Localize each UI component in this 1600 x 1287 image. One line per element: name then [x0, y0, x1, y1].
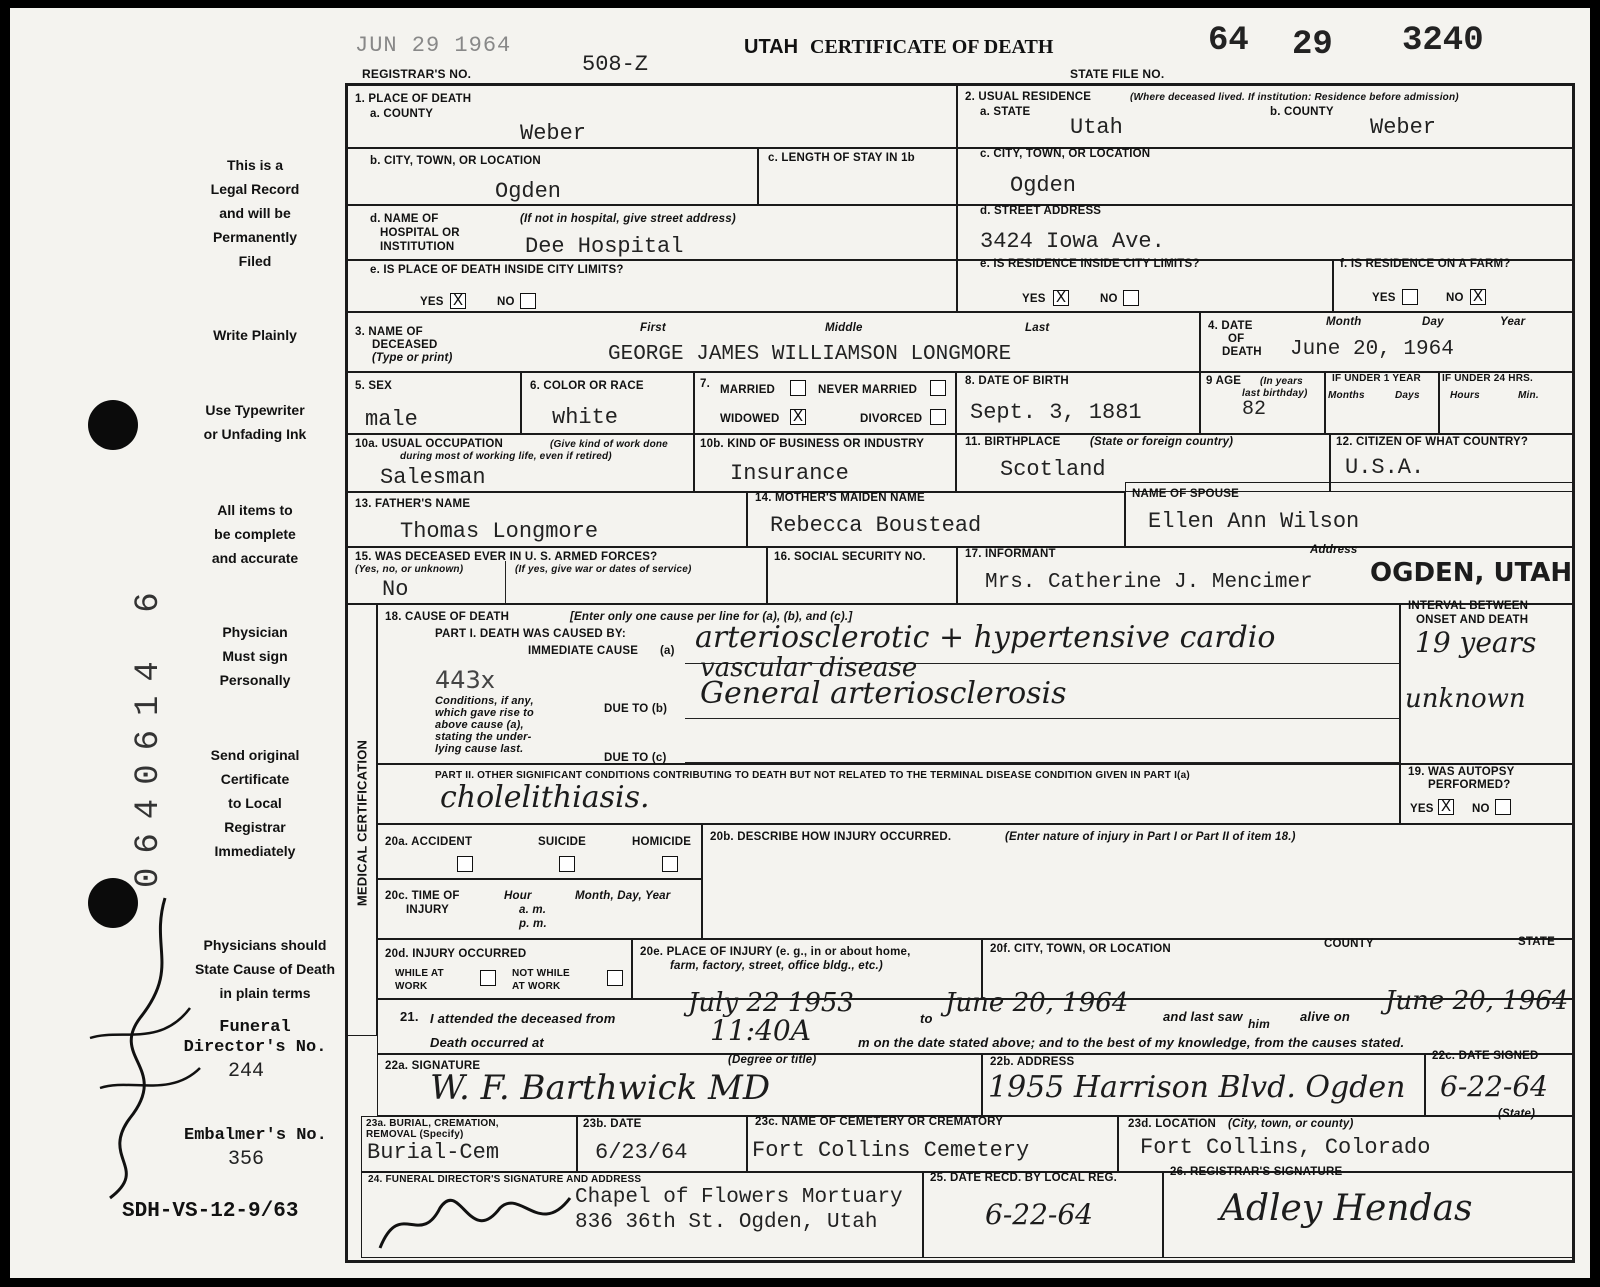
f9-min: Min. [1518, 390, 1539, 401]
f8-value: Sept. 3, 1881 [970, 400, 1142, 425]
f2-state-label: a. STATE [980, 106, 1031, 118]
f23-d-state: (State) [1498, 1108, 1536, 1120]
f2-city: Ogden [1010, 173, 1077, 198]
f1-hospital-label-b: HOSPITAL OR [380, 227, 460, 239]
f2-farm-no-checkbox[interactable]: X [1470, 289, 1486, 305]
state-file-a: 64 [1208, 22, 1249, 60]
title-prefix: UTAH [744, 36, 799, 58]
f2-limits-no: NO [1100, 293, 1118, 305]
f2-street-label: d. STREET ADDRESS [980, 205, 1102, 217]
f4-year: Year [1500, 316, 1526, 328]
sidebar-funeral-label: Funeral Director's No. [183, 1018, 327, 1057]
f18-immediate: IMMEDIATE CAUSE [528, 645, 639, 657]
f18-int-b: unknown [1405, 684, 1526, 714]
f18-interval-a: INTERVAL BETWEEN [1408, 600, 1529, 612]
funeral-director-no: 244 [228, 1060, 265, 1083]
f18-int-a: 19 years [1415, 626, 1537, 659]
sidebar-items: All items to be complete and accurate [211, 502, 299, 566]
f9-days: Days [1395, 390, 1420, 401]
f23-d-label: 23d. LOCATION [1128, 1118, 1217, 1130]
f1-city: Ogden [495, 179, 562, 204]
f21-occurred: Death occurred at [430, 1035, 544, 1050]
f20-pm: p. m. [519, 918, 547, 930]
f21-time: 11:40A [710, 1014, 811, 1047]
f7-num: 7. [700, 378, 710, 390]
f20-county: COUNTY [1324, 938, 1374, 950]
f18-part2: PART II. OTHER SIGNIFICANT CONDITIONS CONTRIBUTING TO DEATH BUT NOT RELATED TO THE TERMINAL DISEASE CONDITION GIVEN IN PART I(a) [435, 770, 1190, 781]
physician-signature: W. F. Barthwick MD [430, 1068, 771, 1108]
f21-last-seen: and last saw [1163, 1009, 1243, 1024]
f22-sig-label: 22a. SIGNATURE [385, 1060, 481, 1072]
f20-while: WHILE AT [395, 968, 444, 979]
f14-label: 14. MOTHER'S MAIDEN NAME [755, 492, 925, 504]
f1-county: Weber [520, 121, 587, 146]
f20-hour: Hour [504, 890, 532, 902]
f9-under1: IF UNDER 1 YEAR [1332, 373, 1421, 384]
f1-city-label: b. CITY, TOWN, OR LOCATION [370, 155, 541, 167]
f25-value: 6-22-64 [985, 1198, 1093, 1231]
f21-label: 21. [400, 1009, 419, 1024]
f2-limits-no-checkbox[interactable] [1123, 290, 1139, 306]
f11-note: (State or foreign country) [1090, 436, 1234, 448]
cause-c-line [685, 762, 1400, 763]
f1-yes-checkbox[interactable]: X [450, 293, 466, 309]
f1-limits-label: e. IS PLACE OF DEATH INSIDE CITY LIMITS? [370, 264, 624, 276]
f7-widowed-checkbox[interactable]: X [790, 409, 806, 425]
f9-months: Months [1328, 390, 1365, 401]
f2-city-label: c. CITY, TOWN, OR LOCATION [980, 148, 1151, 160]
cause-b-line [685, 718, 1400, 719]
f2-farm-label: f. IS RESIDENCE ON A FARM? [1340, 258, 1511, 270]
f17-label: 17. INFORMANT [965, 548, 1056, 560]
f1-county-label: a. COUNTY [370, 108, 434, 120]
f12-label: 12. CITIZEN OF WHAT COUNTRY? [1336, 436, 1529, 448]
f7-never-checkbox[interactable] [930, 380, 946, 396]
f20-atwork: AT WORK [512, 981, 561, 992]
f21-attended: I attended the deceased from [430, 1011, 616, 1026]
f4-month: Month [1326, 316, 1362, 328]
f17-address: Address [1310, 544, 1358, 556]
f20-b-label: 20b. DESCRIBE HOW INJURY OCCURRED. [710, 831, 952, 843]
f16-label: 16. SOCIAL SECURITY NO. [774, 551, 926, 563]
f22-degree: (Degree or title) [728, 1054, 817, 1066]
f2-state: Utah [1070, 115, 1123, 140]
registrar-signature: Adley Hendas [1220, 1188, 1473, 1229]
state-file-b: 29 [1292, 26, 1333, 64]
received-stamp: JUN 29 1964 [355, 33, 512, 58]
f7-widowed: WIDOWED [720, 413, 780, 425]
f20-e-label: 20e. PLACE OF INJURY (e. g., in or about home, [640, 946, 911, 958]
f2-farm-yes: YES [1372, 292, 1396, 304]
spouse-label: NAME OF SPOUSE [1132, 488, 1239, 500]
f13-label: 13. FATHER'S NAME [355, 498, 471, 510]
title-main: CERTIFICATE OF DEATH [810, 36, 1054, 58]
f21-him: him [1248, 1017, 1270, 1031]
f3-last: Last [1025, 322, 1050, 334]
f20-b-note: (Enter nature of injury in Part I or Part II of item 18.) [1005, 831, 1296, 843]
f2-farm-no: NO [1446, 292, 1464, 304]
f10a-value: Salesman [380, 465, 486, 490]
f7-married-checkbox[interactable] [790, 380, 806, 396]
f3-middle: Middle [825, 322, 863, 334]
f18-part1: PART I. DEATH WAS CAUSED BY: [435, 628, 626, 640]
f18-cause-a1: arteriosclerotic + hypertensive cardio [695, 620, 1276, 655]
f2-county: Weber [1370, 115, 1437, 140]
spouse-value: Ellen Ann Wilson [1148, 509, 1360, 534]
f24-line2: 836 36th St. Ogden, Utah [575, 1211, 878, 1234]
f1-hospital-label-a: d. NAME OF [370, 213, 439, 225]
f20-work: WORK [395, 981, 428, 992]
f18-due-c: DUE TO (c) [604, 752, 667, 764]
f18-cause-b: General arteriosclerosis [700, 676, 1067, 711]
f19-yes: YES [1410, 803, 1434, 815]
f23-c-value: Fort Collins Cemetery [752, 1138, 1030, 1163]
state-file-c: 3240 [1402, 22, 1484, 60]
f10a-note-a: (Give kind of work done [550, 439, 668, 450]
sidebar-typewriter: Use Typewriter or Unfading Ink [203, 402, 307, 442]
f7-married: MARRIED [720, 384, 776, 396]
f20-c-label-a: 20c. TIME OF [385, 890, 460, 902]
f2-limits-yes: YES [1022, 293, 1046, 305]
not-at-work-checkbox[interactable] [607, 970, 623, 986]
f2-farm-yes-checkbox[interactable] [1402, 289, 1418, 305]
f19-no-checkbox[interactable] [1495, 799, 1511, 815]
f15-divider [505, 561, 506, 603]
f2-note: (Where deceased lived. If institution: Residence before admission) [1130, 92, 1459, 103]
f21-to: June 20, 1964 [945, 988, 1129, 1018]
f23-c-label: 23c. NAME OF CEMETERY OR CREMATORY [755, 1116, 1004, 1128]
embalmer-label: Embalmer's No. [184, 1126, 327, 1145]
embalmer-no: 356 [228, 1148, 265, 1171]
f18-label: 18. CAUSE OF DEATH [385, 611, 510, 623]
f10a-note-b: during most of working life, even if retired) [400, 451, 612, 462]
f20-suicide: SUICIDE [538, 836, 587, 848]
f10b-value: Insurance [730, 461, 849, 486]
accident-checkbox[interactable] [457, 856, 473, 872]
f20-am: a. m. [519, 904, 547, 916]
f2-limits-yes-checkbox[interactable]: X [1053, 290, 1069, 306]
f25-label: 25. DATE RECD. BY LOCAL REG. [930, 1172, 1118, 1184]
f24-line1: Chapel of Flowers Mortuary [575, 1186, 903, 1209]
f23-d-value: Fort Collins, Colorado [1140, 1135, 1431, 1160]
f3-label-c: (Type or print) [372, 352, 453, 364]
f23-b-value: 6/23/64 [595, 1140, 688, 1165]
funeral-director-sig-scrawl [370, 1178, 580, 1258]
f17-value: Mrs. Catherine J. Mencimer [985, 571, 1313, 594]
f1-yes-label: YES [420, 296, 444, 308]
f9-label: 9 AGE [1206, 375, 1242, 387]
f19-no: NO [1472, 803, 1490, 815]
f2-label: 2. USUAL RESIDENCE [965, 91, 1092, 103]
f5-value: male [365, 407, 418, 432]
f18-a: (a) [660, 645, 675, 657]
f1-hospital: Dee Hospital [525, 234, 684, 259]
sidebar-write: Write Plainly [213, 327, 297, 343]
f20-e-label-b: farm, factory, street, office bldg., etc.) [670, 960, 883, 972]
f1-hospital-note: (If not in hospital, give street address) [520, 213, 736, 225]
medical-cert-label: MEDICAL CERTIFICATION [354, 739, 370, 907]
funeral-director-signature [70, 888, 210, 1208]
f2-limits-label: e. IS RESIDENCE INSIDE CITY LIMITS? [980, 258, 1200, 270]
f18-code: 443x [435, 666, 496, 694]
f20-mdy: Month, Day, Year [575, 890, 671, 902]
f15-value: No [382, 577, 409, 602]
f14-value: Rebecca Boustead [770, 513, 982, 538]
certificate-sheet [10, 8, 1590, 1278]
f21-alive-date: June 20, 1964 [1385, 986, 1569, 1016]
f20-f-label: 20f. CITY, TOWN, OR LOCATION [990, 943, 1171, 955]
f15-note-a: (Yes, no, or unknown) [355, 564, 464, 575]
suicide-checkbox[interactable] [559, 856, 575, 872]
sidebar-send: Send original Certificate to Local Registrar Immediately [210, 747, 300, 859]
registrar-no: 508-Z [582, 52, 649, 77]
f4-label-b: OF [1228, 333, 1245, 345]
f23-a-value: Burial-Cem [367, 1140, 500, 1165]
f2-county-label: b. COUNTY [1270, 106, 1334, 118]
f11-label: 11. BIRTHPLACE [965, 436, 1061, 448]
f18-cause-a2: vascular disease [700, 653, 918, 683]
f4-label-a: 4. DATE [1208, 320, 1253, 332]
f7-divorced-checkbox[interactable] [930, 409, 946, 425]
f10b-label: 10b. KIND OF BUSINESS OR INDUSTRY [700, 438, 925, 450]
f20-d-label: 20d. INJURY OCCURRED [385, 948, 527, 960]
f22-date-label: 22c. DATE SIGNED [1432, 1050, 1539, 1062]
f20-notwhile: NOT WHILE [512, 968, 570, 979]
f4-label-c: DEATH [1222, 346, 1262, 358]
f12-value: U.S.A. [1345, 455, 1425, 480]
f15-note-b: (If yes, give war or dates of service) [515, 564, 692, 575]
f5-label: 5. SEX [355, 380, 392, 392]
punch-hole-top [88, 400, 138, 450]
while-at-work-checkbox[interactable] [480, 970, 496, 986]
f19-label-a: 19. WAS AUTOPSY [1408, 766, 1515, 778]
f6-label: 6. COLOR OR RACE [530, 380, 644, 392]
f26-label: 26. REGISTRAR'S SIGNATURE [1170, 1166, 1343, 1178]
f18-part2-value: cholelithiasis. [440, 780, 650, 815]
f18-conditions: Conditions, if any, which gave rise to above cause (a), stating the under- lying cause last. [435, 695, 534, 755]
f22-address: 1955 Harrison Blvd. Ogden [988, 1070, 1406, 1105]
sidebar-legal: This is a Legal Record and will be Permanently Filed [210, 157, 300, 269]
f21-to-label: to [920, 1011, 933, 1026]
state-file-label: STATE FILE NO. [1070, 67, 1165, 81]
f22-addr-label: 22b. ADDRESS [990, 1056, 1075, 1068]
f10a-label: 10a. USUAL OCCUPATION [355, 438, 503, 450]
sidebar-physician: Physician Must sign Personally [219, 624, 291, 688]
f15-label: 15. WAS DECEASED EVER IN U. S. ARMED FORCES? [355, 551, 658, 563]
f22-date: 6-22-64 [1440, 1070, 1548, 1103]
f24-label: 24. FUNERAL DIRECTOR'S SIGNATURE AND ADDRESS [368, 1174, 642, 1185]
f4-date: June 20, 1964 [1290, 338, 1454, 361]
f9-value: 82 [1242, 398, 1267, 421]
f13-value: Thomas Longmore [400, 519, 599, 544]
f1-no-label: NO [497, 296, 515, 308]
f21-from: July 22 1953 [688, 988, 854, 1018]
f8-label: 8. DATE OF BIRTH [965, 375, 1069, 387]
f19-yes-checkbox[interactable]: X [1438, 799, 1454, 815]
f23-a-label: 23a. BURIAL, CREMATION, REMOVAL (Specify) [366, 1118, 499, 1140]
f9-note-b: last birthday) [1242, 388, 1308, 399]
f18-interval-b: ONSET AND DEATH [1416, 614, 1529, 626]
f7-divorced: DIVORCED [860, 413, 923, 425]
f18-note: [Enter only one cause per line for (a), (b), and (c).] [570, 611, 853, 623]
f11-value: Scotland [1000, 457, 1106, 482]
f7-never: NEVER MARRIED [818, 384, 918, 396]
vertical-control-number: 0640614 6 [130, 578, 168, 888]
f1-label: 1. PLACE OF DEATH [355, 93, 472, 105]
f1-no-checkbox[interactable] [520, 293, 536, 309]
f3-first: First [640, 322, 666, 334]
f23-b-label: 23b. DATE [583, 1118, 642, 1130]
f1-hospital-label-c: INSTITUTION [380, 241, 455, 253]
f1-stay-label: c. LENGTH OF STAY IN 1b [768, 152, 915, 164]
f9-note-a: (In years [1260, 376, 1303, 387]
f3-label-b: DECEASED [372, 339, 438, 351]
homicide-checkbox[interactable] [662, 856, 678, 872]
f2-street: 3424 Iowa Ave. [980, 229, 1165, 254]
f20-c-label-b: INJURY [406, 904, 449, 916]
f20-state: STATE [1518, 936, 1555, 948]
f3-label-a: 3. NAME OF [355, 326, 423, 338]
f21-alive: alive on [1300, 1009, 1351, 1024]
sidebar-physicians-state: Physicians should State Cause of Death in plain terms [194, 937, 336, 1001]
f9-under24: IF UNDER 24 HRS. [1442, 373, 1533, 384]
f20-homicide: HOMICIDE [632, 836, 692, 848]
f19-label-b: PERFORMED? [1428, 779, 1511, 791]
f4-day: Day [1422, 316, 1444, 328]
f23-d-note: (City, town, or county) [1228, 1118, 1354, 1130]
f3-name: GEORGE JAMES WILLIAMSON LONGMORE [608, 343, 1012, 366]
f9-hours: Hours [1450, 390, 1480, 401]
registrar-label: REGISTRAR'S NO. [362, 67, 472, 81]
form-number: SDH-VS-12-9/63 [122, 1200, 299, 1223]
f20-a-label: 20a. ACCIDENT [385, 836, 473, 848]
f21-m-text: m on the date stated above; and to the best of my knowledge, from the causes stated. [858, 1035, 1405, 1050]
injury-type-box [377, 824, 702, 879]
f6-value: white [552, 405, 619, 430]
f17-addr-value: OGDEN, UTAH [1370, 558, 1573, 588]
f18-due-b: DUE TO (b) [604, 703, 668, 715]
